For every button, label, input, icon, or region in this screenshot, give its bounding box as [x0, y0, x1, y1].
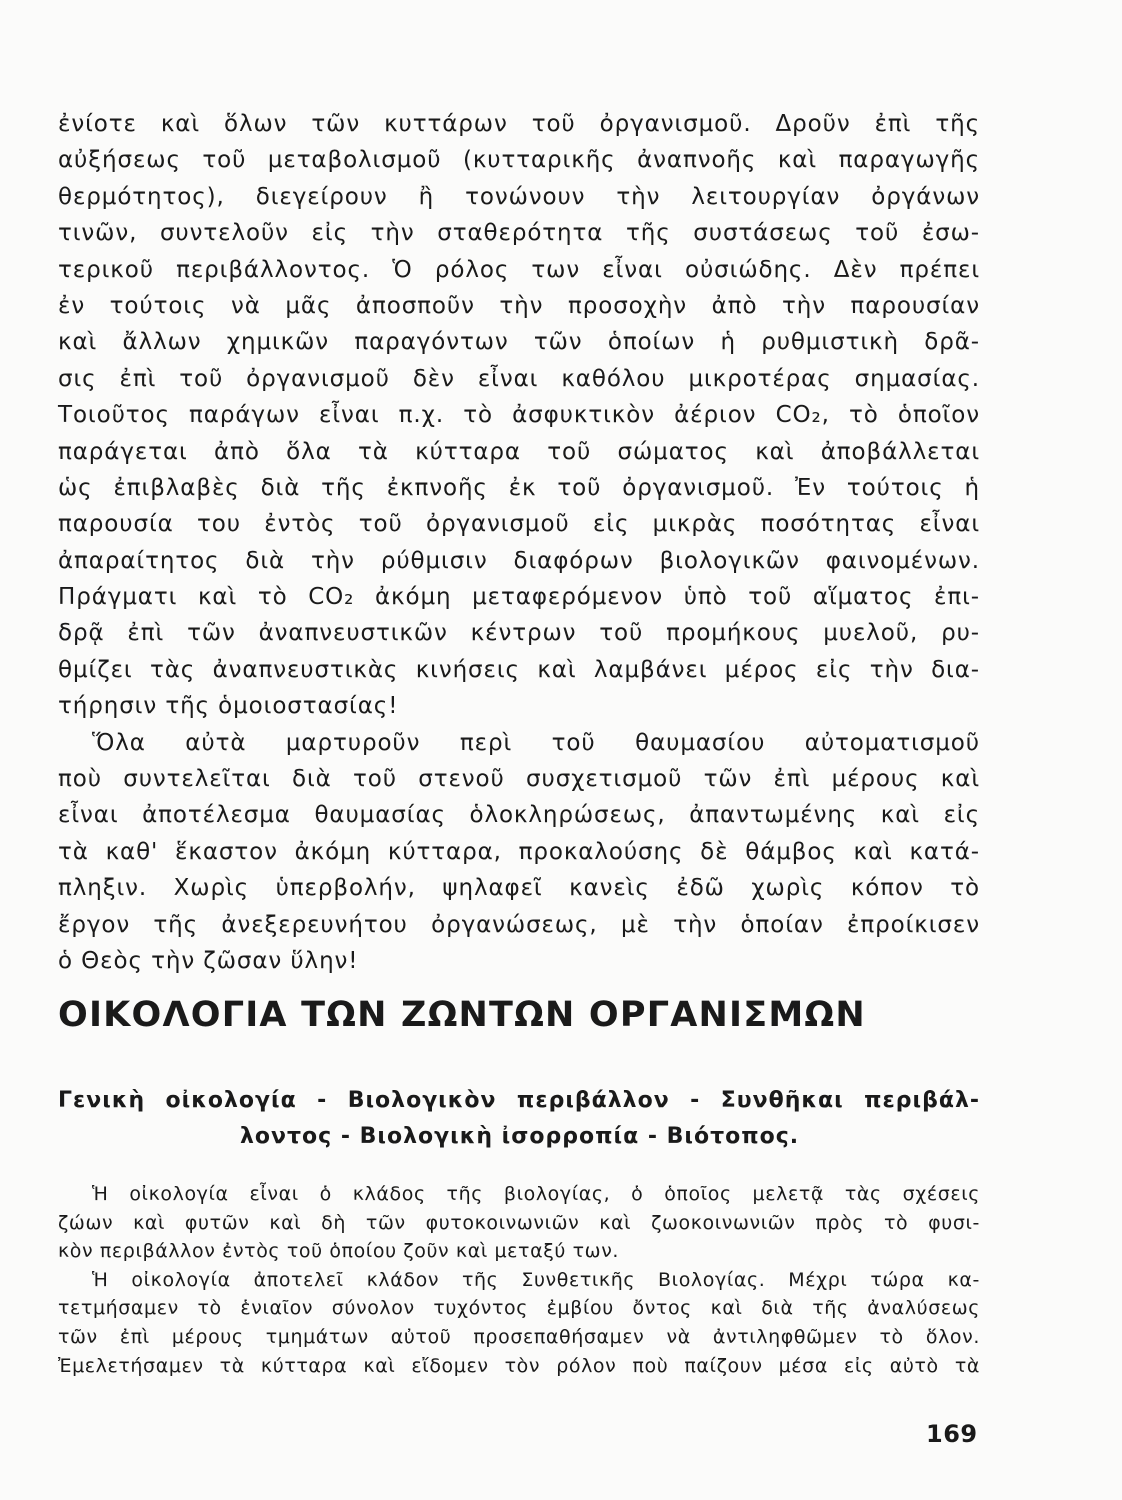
body-text	[58, 106, 980, 979]
text-line: δρᾷ ἐπὶ τῶν ἀναπνευστικῶν κέντρων τοῦ προμήκους μυελοῦ, ρυ-	[58, 620, 980, 647]
text-line: τινῶν, συντελοῦν εἰς τὴν σταθερότητα τῆς συστάσεως τοῦ ἐσω-	[58, 220, 980, 247]
text-line: ὁ Θεὸς τὴν ζῶσαν ὕλην!	[58, 947, 359, 974]
text-line: ὡς ἐπιβλαβὲς διὰ τῆς ἐκπνοῆς ἐκ τοῦ ὀργανισμοῦ. Ἐν τούτοις ἡ	[58, 474, 980, 501]
text-line: αὐξήσεως τοῦ μεταβολισμοῦ (κυτταρικῆς ἀναπνοῆς καὶ παραγωγῆς	[58, 147, 980, 174]
text-line: τήρησιν τῆς ὁμοιοστασίας!	[58, 693, 399, 720]
text-line: παράγεται ἀπὸ ὅλα τὰ κύτταρα τοῦ σώματος καὶ ἀποβάλλεται	[58, 438, 980, 465]
text-line: ποὺ συντελεῖται διὰ τοῦ στενοῦ συσχετισμοῦ τῶν ἐπὶ μέρους καὶ	[58, 766, 980, 793]
text-line: τὰ καθ' ἕκαστον ἀκόμη κύτταρα, προκαλούσης δὲ θάμβος καὶ κατά-	[58, 838, 980, 865]
text-line: κὸν περιβάλλον ἐντὸς τοῦ ὁποίου ζοῦν καὶ μεταξύ των.	[58, 1240, 620, 1263]
text-line: Ἡ οἰκολογία εἶναι ὁ κλάδος τῆς βιολογίας, ὁ ὁποῖος μελετᾷ τὰς σχέσεις	[92, 1183, 980, 1205]
page-number: 169	[926, 1420, 978, 1448]
text-line: Πράγματι καὶ τὸ CO₂ ἀκόμη μεταφερόμενον ὑπὸ τοῦ αἵματος ἐπι-	[58, 584, 980, 611]
text-line: πληξιν. Χωρὶς ὑπερβολήν, ψηλαφεῖ κανεὶς ἐδῶ χωρὶς κόπον τὸ	[58, 875, 980, 902]
text-line: Τοιοῦτος παράγων εἶναι π.χ. τὸ ἀσφυκτικὸν ἀέριον CO₂, τὸ ὁποῖον	[58, 402, 980, 429]
subtitle-line: λοντος - Βιολογικὴ ἰσορροπία - Βιότοπος.	[240, 1124, 800, 1149]
subtitle-line: Γενικὴ οἰκολογία - Βιολογικὸν περιβάλλον - Συνθῆκαι περιβάλ-	[58, 1088, 980, 1113]
text-line: παρουσία του ἐντὸς τοῦ ὀργανισμοῦ εἰς μικρὰς ποσότητας εἶναι	[58, 511, 980, 538]
text-line: εἶναι ἀποτέλεσμα θαυμασίας ὁλοκληρώσεως, ἀπαντωμένης καὶ εἰς	[58, 802, 980, 829]
section-title: ΟΙΚΟΛΟΓΙΑ ΤΩΝ ΖΩΝΤΩΝ ΟΡΓΑΝΙΣΜΩΝ	[58, 995, 866, 1035]
text-line: Ὅλα αὐτὰ μαρτυροῦν περὶ τοῦ θαυμασίου αὐτοματισμοῦ	[92, 729, 980, 756]
text-line: Ἡ οἰκολογία ἀποτελεῖ κλάδον τῆς Συνθετικῆς Βιολογίας. Μέχρι τώρα κα-	[92, 1268, 980, 1291]
text-line: τῶν ἐπὶ μέρους τμημάτων αὐτοῦ προσεπαθήσαμεν νὰ ἀντιληφθῶμεν τὸ ὅλον.	[58, 1325, 980, 1348]
text-line: τερικοῦ περιβάλλοντος. Ὁ ρόλος των εἶναι οὐσιώδης. Δὲν πρέπει	[58, 256, 980, 283]
text-line: ἔργον τῆς ἀνεξερευνήτου ὀργανώσεως, μὲ τὴν ὁποίαν ἐπροίκισεν	[58, 911, 980, 938]
text-line: τετμήσαμεν τὸ ἑνιαῖον σύνολον τυχόντος ἐμβίου ὄντος καὶ διὰ τῆς ἀναλύσεως	[58, 1297, 980, 1320]
text-line: ἐν τούτοις νὰ μᾶς ἀποσποῦν τὴν προσοχὴν ἀπὸ τὴν παρουσίαν	[58, 292, 980, 319]
text-line: καὶ ἄλλων χημικῶν παραγόντων τῶν ὁποίων ἡ ρυθμιστικὴ δρᾶ-	[58, 329, 980, 356]
section-subtitle	[58, 1083, 980, 1155]
section-body-text	[58, 1180, 980, 1380]
text-line: Ἐμελετήσαμεν τὰ κύτταρα καὶ εἴδομεν τὸν ρόλον ποὺ παίζουν μέσα εἰς αὐτὸ τὰ	[58, 1354, 980, 1377]
text-line: σις ἐπὶ τοῦ ὀργανισμοῦ δὲν εἶναι καθόλου μικροτέρας σημασίας.	[58, 365, 980, 392]
text-line: θμίζει τὰς ἀναπνευστικὰς κινήσεις καὶ λαμβάνει μέρος εἰς τὴν δια-	[58, 656, 980, 683]
text-line: ἀπαραίτητος διὰ τὴν ρύθμισιν διαφόρων βιολογικῶν φαινομένων.	[58, 547, 980, 574]
text-line: ἐνίοτε καὶ ὅλων τῶν κυττάρων τοῦ ὀργανισμοῦ. Δροῦν ἐπὶ τῆς	[58, 111, 980, 137]
text-line: θερμότητος), διεγείρουν ἢ τονώνουν τὴν λειτουργίαν ὀργάνων	[58, 183, 980, 210]
text-line: ζώων καὶ φυτῶν καὶ δὴ τῶν φυτοκοινωνιῶν καὶ ζωοκοινωνιῶν πρὸς τὸ φυσι-	[58, 1211, 980, 1234]
